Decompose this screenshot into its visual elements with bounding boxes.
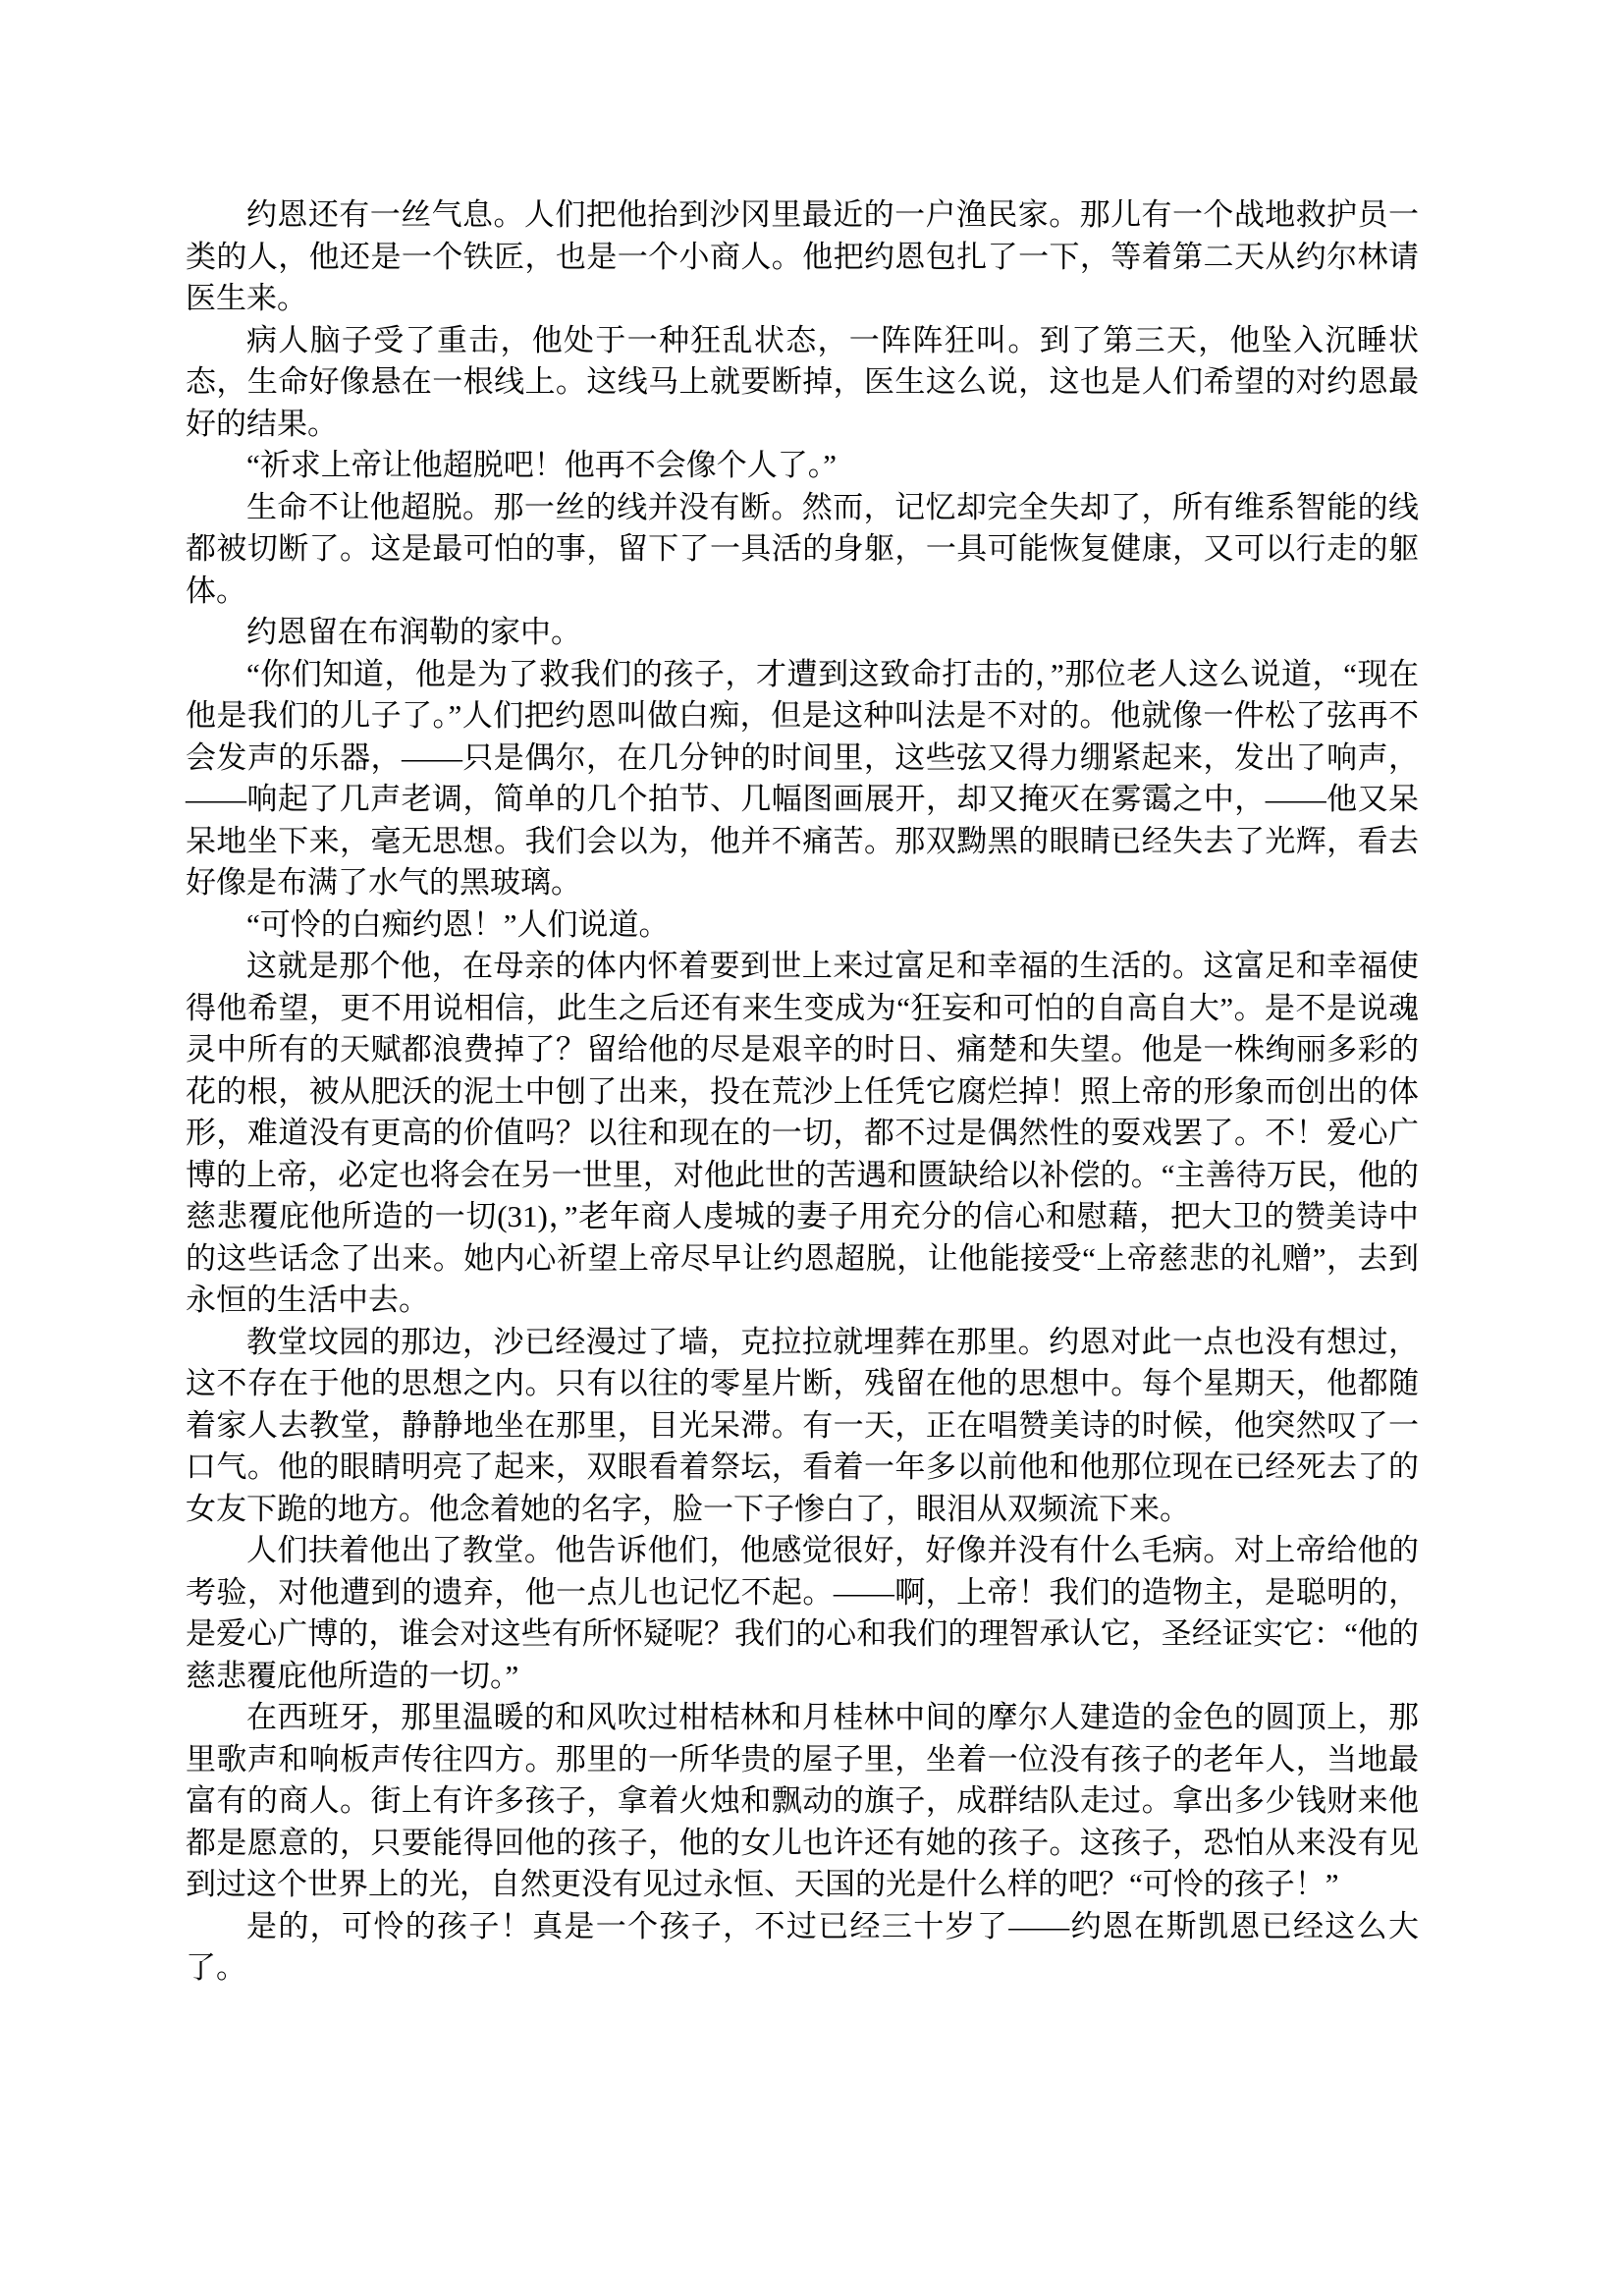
paragraph: 人们扶着他出了教堂。他告诉他们，他感觉很好，好像并没有什么毛病。对上帝给他的考验，对他遭到的遗弃，他一点儿也记忆不起。——啊，上帝！我们的造物主，是聪明的，是爱心广博的，谁会对这些有所怀疑呢？我们的心和我们的理智承认它，圣经证实它：“他的慈悲覆庇他所造的一切。” <box>186 1533 1419 1693</box>
paragraph: 约恩留在布润勒的家中。 <box>246 615 581 649</box>
paragraph: 病人脑子受了重击，他处于一种狂乱状态，一阵阵狂叫。到了第三天，他坠入沉睡状态，生命好像悬在一根线上。这线马上就要断掉，医生这么说，这也是人们希望的对约恩最好的结果。 <box>186 322 1419 441</box>
paragraph: “祈求上帝让他超脱吧！他再不会像个人了。” <box>246 448 838 482</box>
paragraph: “你们知道，他是为了救我们的孩子，才遭到这致命打击的，”那位老人这么说道，“现在他是我们的儿子了。”人们把约恩叫做白痴，但是这种叫法是不对的。他就像一件松了弦再不会发声的乐器，——只是偶尔，在几分钟的时间里，这些弦又得力绷紧起来，发出了响声，——响起了几声老调，简单的几个拍节、几幅图画展开，却又掩灭在雾霭之中，——他又呆呆地坐下来，毫无思想。我们会以为，他并不痛苦。那双黝黑的眼睛已经失去了光辉，看去好像是布满了水气的黑玻璃。 <box>186 656 1419 900</box>
document-text-block <box>186 194 1419 1990</box>
paragraph: 是的，可怜的孩子！真是一个孩子，不过已经三十岁了——约恩在斯凯恩已经这么大了。 <box>186 1908 1419 1985</box>
paragraph: 在西班牙，那里温暖的和风吹过柑桔林和月桂林中间的摩尔人建造的金色的圆顶上，那里歌声和响板声传往四方。那里的一所华贵的屋子里，坐着一位没有孩子的老年人，当地最富有的商人。街上有许多孩子，拿着火烛和飘动的旗子，成群结队走过。拿出多少钱财来他都是愿意的，只要能得回他的孩子，他的女儿也许还有她的孩子。这孩子，恐怕从来没有见到过这个世界上的光，自然更没有见过永恒、天国的光是什么样的吧？“可怜的孩子！” <box>186 1700 1419 1901</box>
paragraph: 这就是那个他，在母亲的体内怀着要到世上来过富足和幸福的生活的。这富足和幸福使得他希望，更不用说相信，此生之后还有来生变成为“狂妄和可怕的自高自大”。是不是说魂灵中所有的天赋都浪费掉了？留给他的尽是艰辛的时日、痛楚和失望。他是一株绚丽多彩的花的根，被从肥沃的泥土中刨了出来，投在荒沙上任凭它腐烂掉！照上帝的形象而创出的体形，难道没有更高的价值吗？以往和现在的一切，都不过是偶然性的耍戏罢了。不！爱心广博的上帝，必定也将会在另一世里，对他此世的苦遇和匮缺给以补偿的。“主善待万民，他的慈悲覆庇他所造的一切(31)，”老年商人虔城的妻子用充分的信心和慰藉，把大卫的赞美诗中的这些话念了出来。她内心祈望上帝尽早让约恩超脱，让他能接受“上帝慈悲的礼赠”，去到永恒的生活中去。 <box>186 949 1419 1317</box>
paragraph: 约恩还有一丝气息。人们把他抬到沙冈里最近的一户渔民家。那儿有一个战地救护员一类的人，他还是一个铁匠，也是一个小商人。他把约恩包扎了一下，等着第二天从约尔林请医生来。 <box>186 197 1419 315</box>
paragraph: 教堂坟园的那边，沙已经漫过了墙，克拉拉就埋葬在那里。约恩对此一点也没有想过，这不存在于他的思想之内。只有以往的零星片断，残留在他的思想中。每个星期天，他都随着家人去教堂，静静地坐在那里，目光呆滞。有一天，正在唱赞美诗的时候，他突然叹了一口气。他的眼睛明亮了起来，双眼看着祭坛，看着一年多以前他和他那位现在已经死去了的女友下跪的地方。他念着她的名字，脸一下子惨白了，眼泪从双频流下来。 <box>186 1324 1419 1526</box>
paragraph: “可怜的白痴约恩！”人们说道。 <box>246 906 670 942</box>
paragraph: 生命不让他超脱。那一丝的线并没有断。然而，记忆却完全失却了，所有维系智能的线都被切断了。这是最可怕的事，留下了一具活的身躯，一具可能恢复健康，又可以行走的躯体。 <box>186 489 1419 608</box>
